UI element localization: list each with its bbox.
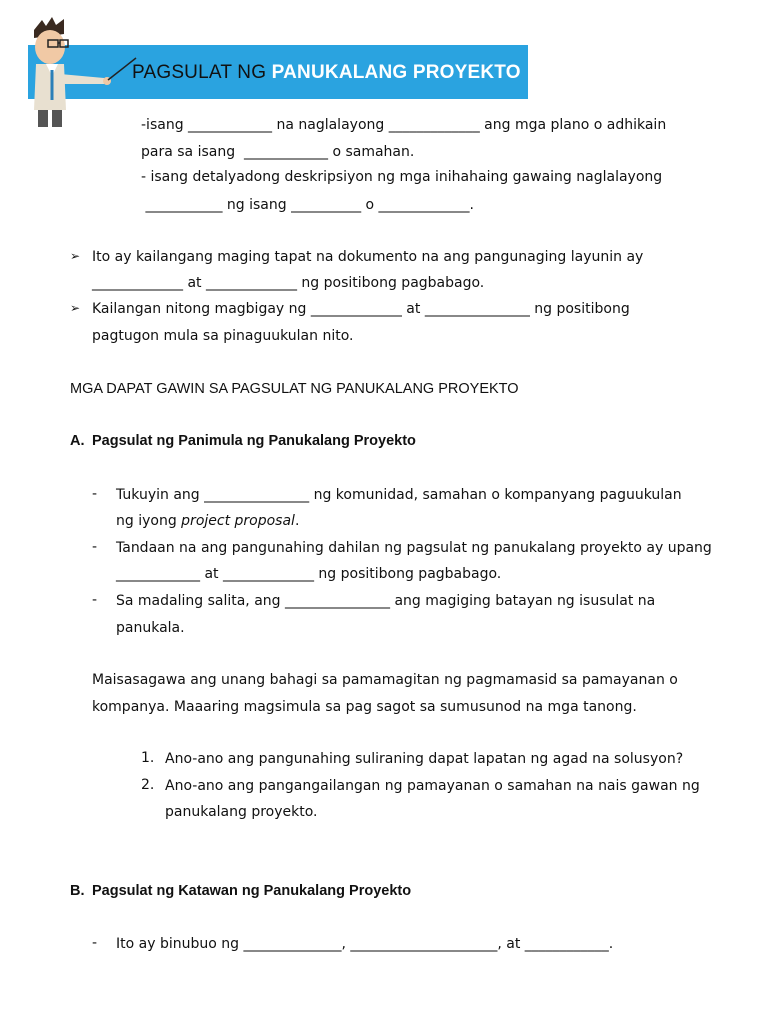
- bullet-arrow-icon: ➢: [70, 249, 81, 263]
- question-number: 2.: [141, 777, 155, 793]
- a-paragraph-line-2: kompanya. Maaaring magsimula sa pag sagot sa sumusunod na mga tanong.: [92, 699, 637, 715]
- section-b-title: Pagsulat ng Katawan ng Panukalang Proyekto: [92, 883, 412, 899]
- a-item-1-line-2: ng iyong project proposal.: [116, 513, 300, 529]
- question-2-line-1: Ano-ano ang pangangailangan ng pamayanan o samahan na nais gawan ng: [165, 778, 700, 794]
- a-item-1-line-1: Tukuyin ang _______________ ng komunidad, samahan o kompanyang paguukulan: [116, 487, 682, 503]
- bullet-2-line-1: Kailangan nitong magbigay ng _____________ at _______________ ng positibong: [92, 301, 630, 317]
- question-1-line-1: Ano-ano ang pangunahing suliraning dapat lapatan ng agad na solusyon?: [165, 751, 684, 767]
- dash-marker: -: [92, 539, 98, 555]
- a-item-2-line-1: Tandaan na ang pangunahing dahilan ng pagsulat ng panukalang proyekto ay upang: [116, 540, 712, 556]
- intro-line-4: ___________ ng isang __________ o _____________.: [141, 197, 474, 213]
- section-a-title: Pagsulat ng Panimula ng Panukalang Proyekto: [92, 433, 416, 449]
- bullet-1-line-1: Ito ay kailangang maging tapat na dokumento na ang pangunaging layunin ay: [92, 249, 644, 265]
- bullet-1-line-2: _____________ at _____________ ng positibong pagbabago.: [92, 275, 485, 291]
- section-b-label: B.: [70, 883, 85, 899]
- section-title: MGA DAPAT GAWIN SA PAGSULAT NG PANUKALANG PROYEKTO: [70, 381, 519, 397]
- dash-marker: -: [92, 486, 98, 502]
- a-paragraph-line-1: Maisasagawa ang unang bahagi sa pamamagitan ng pagmamasid sa pamayanan o: [92, 672, 678, 688]
- bullet-arrow-icon: ➢: [70, 301, 81, 315]
- a-item-2-line-2: ____________ at _____________ ng positibong pagbabago.: [116, 566, 502, 582]
- bullet-2-line-2: pagtugon mula sa pinaguukulan nito.: [92, 328, 354, 344]
- intro-line-3: - isang detalyadong deskripsiyon ng mga inihahaing gawaing naglalayong: [141, 169, 663, 185]
- dash-marker: -: [92, 592, 98, 608]
- dash-marker: -: [92, 935, 98, 951]
- question-number: 1.: [141, 750, 155, 766]
- page-title-highlight: PANUKALANG PROYEKTO: [271, 62, 521, 83]
- intro-line-2: para sa isang ____________ o samahan.: [141, 144, 415, 160]
- intro-line-1: -isang ____________ na naglalayong _____________ ang mga plano o adhikain: [141, 117, 667, 133]
- b-item-1-line-1: Ito ay binubuo ng ______________, _____________________, at ____________.: [116, 936, 614, 952]
- question-2-line-2: panukalang proyekto.: [165, 804, 318, 820]
- page-title: PAGSULAT NG PANUKALANG PROYEKTO: [132, 62, 521, 83]
- a-item-3-line-2: panukala.: [116, 620, 185, 636]
- section-a-label: A.: [70, 433, 85, 449]
- teacher-illustration: [12, 12, 152, 127]
- a-item-3-line-1: Sa madaling salita, ang _______________ ang magiging batayan ng isusulat na: [116, 593, 656, 609]
